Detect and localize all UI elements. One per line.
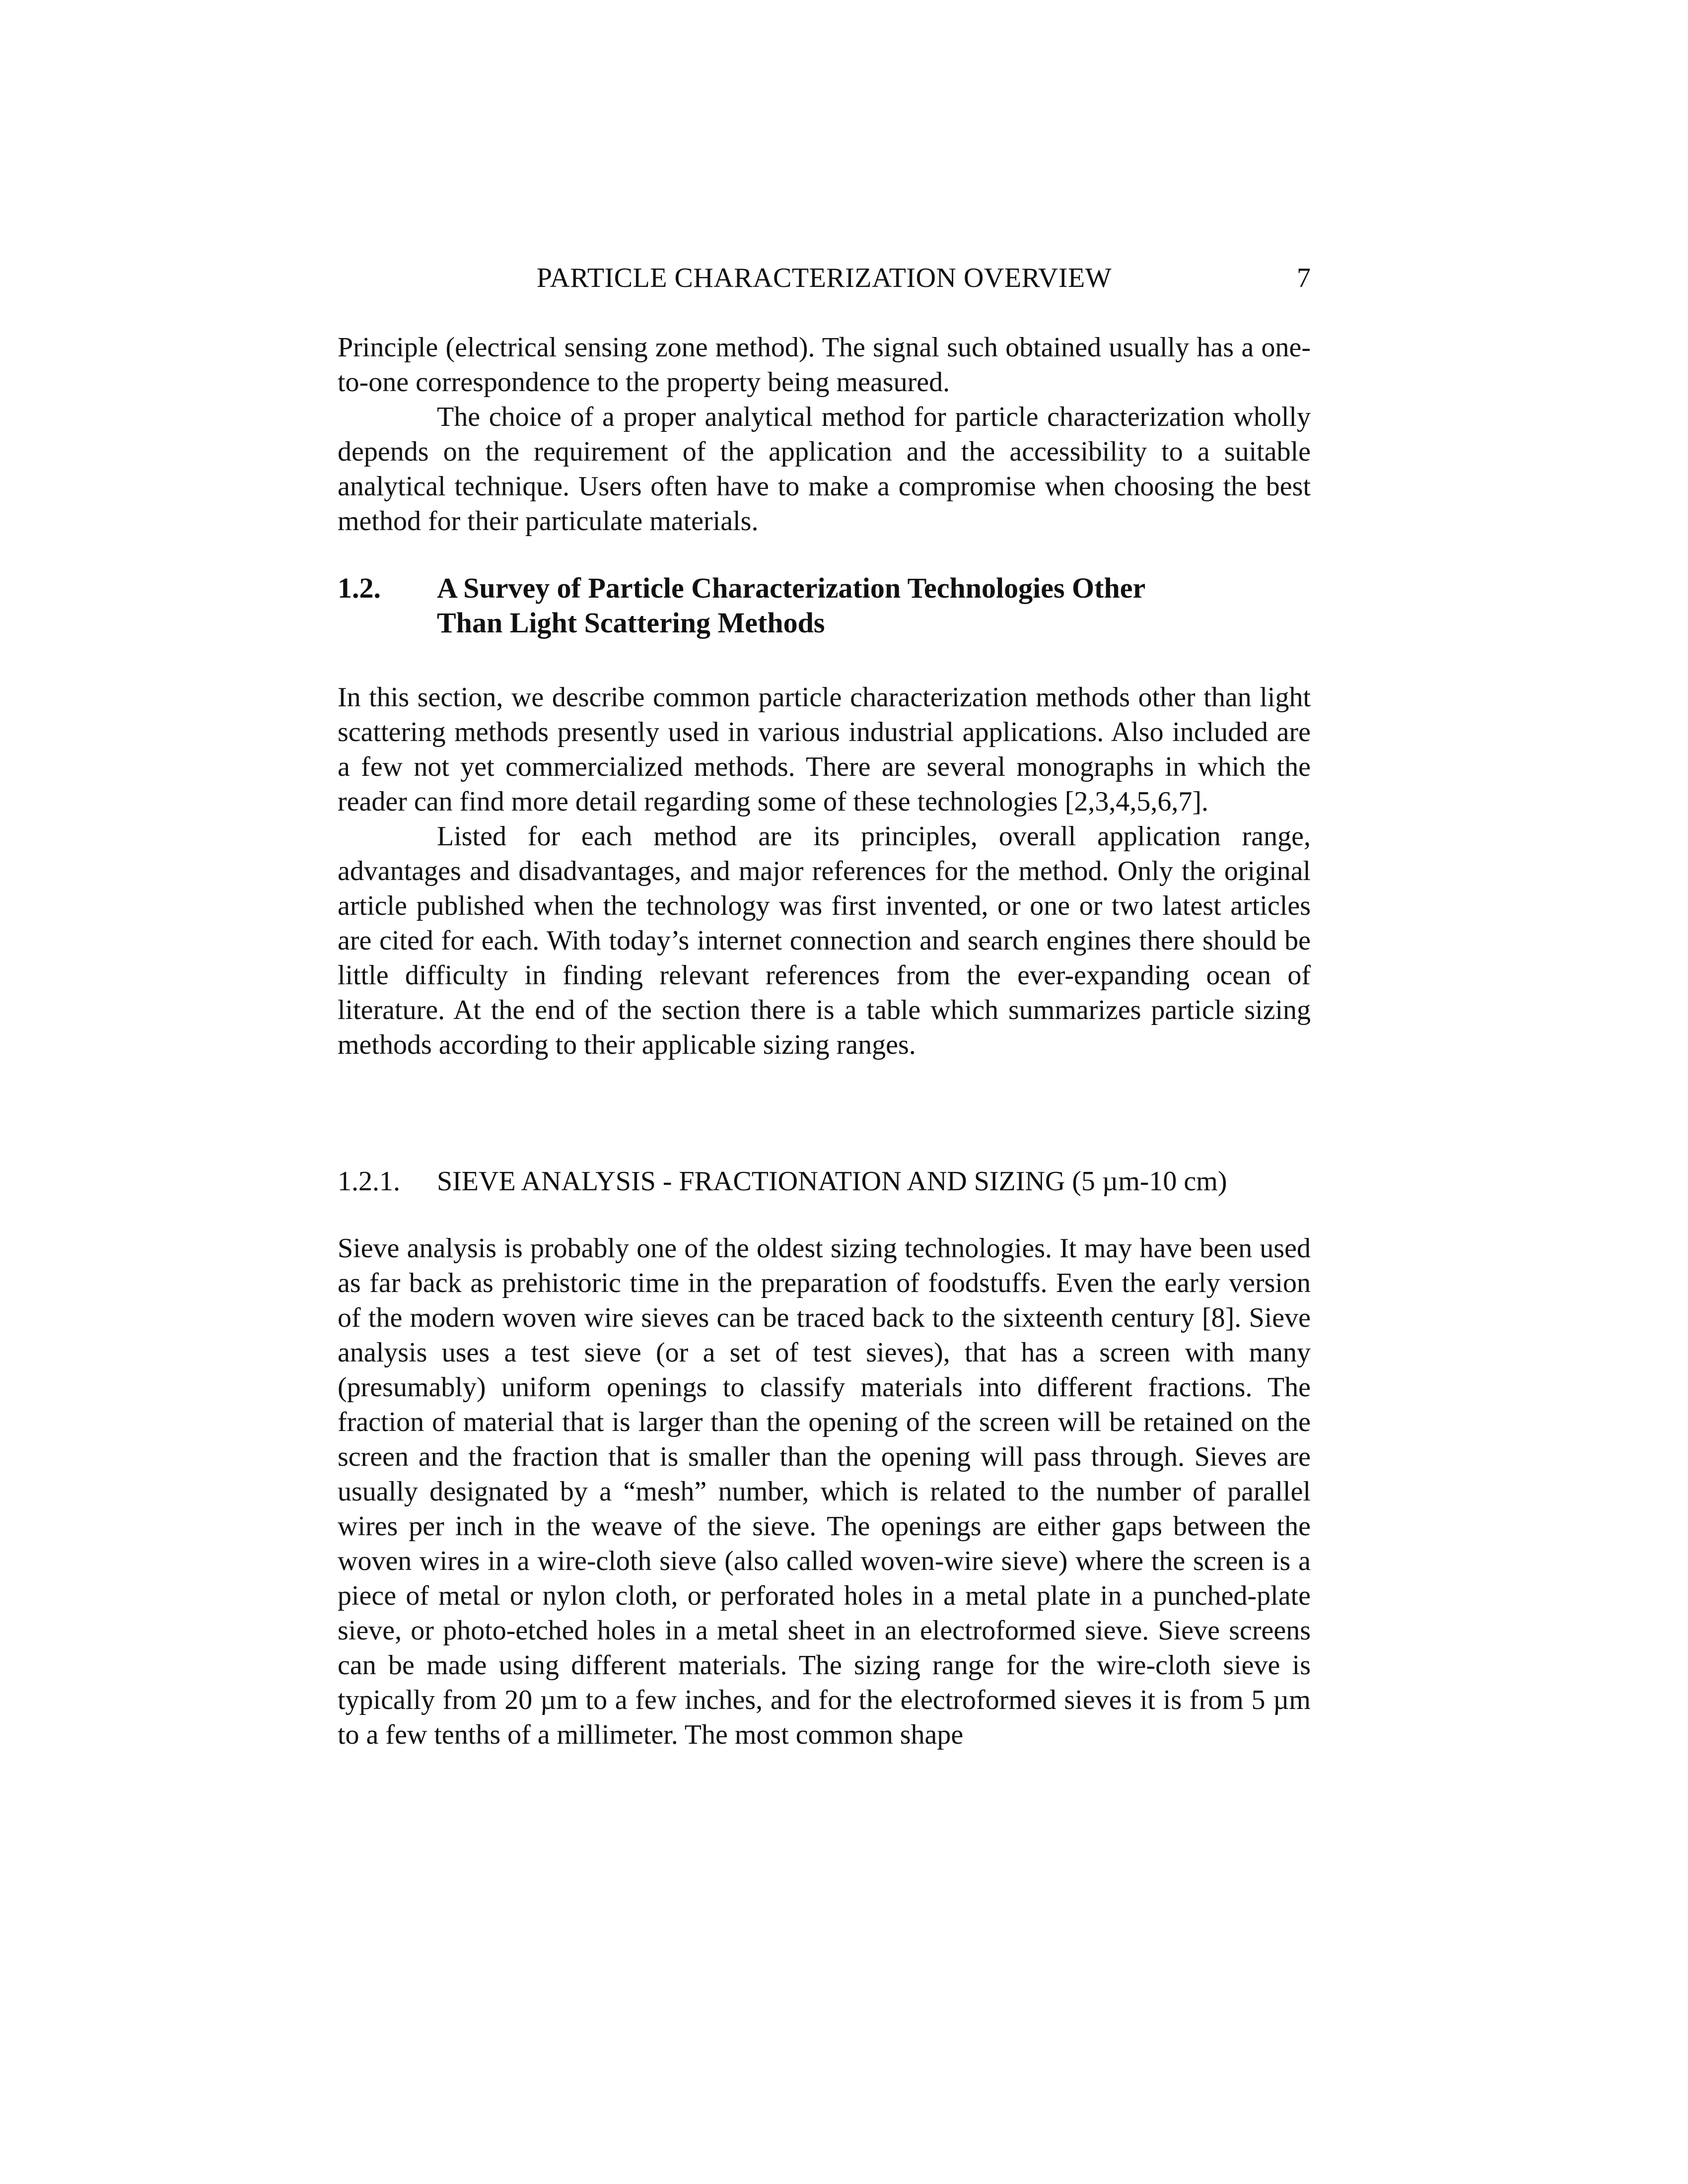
section-title-line-1: A Survey of Particle Characterization Technologies Other [437,572,1146,604]
page-number: 7 [1297,263,1311,293]
subsection-heading [338,1164,1311,1199]
subsection-body [338,1231,1311,1752]
section-number: 1.2. [338,572,381,604]
running-header [338,258,1311,298]
subsection-number: 1.2.1. [338,1166,400,1197]
intro-paragraph-1: Principle (electrical sensing zone method). The signal such obtained usually has a one-to-one correspondence to the property being measured. [338,332,1311,398]
intro-block [338,330,1311,539]
subsection-paragraph-1: Sieve analysis is probably one of the oldest sizing technologies. It may have been used as far back as prehistoric time in the preparation of foodstuffs. Even the early version of the modern woven wire sieves can be traced back to the sixteenth century [8]. Sieve analysis uses a test sieve (or a set of test sieves), that has a screen with many (presumably) uniform openings to classify materials into different fractions. The fraction of material that is larger than the opening of the screen will be retained on the screen and the fraction that is smaller than the opening will pass through. Sieves are usually designated by a “mesh” number, which is related to the number of parallel wires per inch in the weave of the sieve. The openings are either gaps between the woven wires in a wire-cloth sieve (also called woven-wire sieve) where the screen is a piece of metal or nylon cloth, or perforated holes in a metal plate in a punched-plate sieve, or photo-etched holes in a metal sheet in an electroformed sieve. Sieve screens can be made using different materials. The sizing range for the wire-cloth sieve is typically from 20 µm to a few inches, and for the electroformed sieves it is from 5 µm to a few tenths of a millimeter. The most common shape [338,1233,1311,1750]
section-heading [338,571,1311,640]
intro-paragraph-2: The choice of a proper analytical method for particle characterization wholly depends on the requirement of the application and the accessibility to a suitable analytical technique. Users often have to make a compromise when choosing the best method for their particulate materials. [338,402,1311,537]
section-paragraph-1: In this section, we describe common particle characterization methods other than light scattering methods presently used in various industrial applications. Also included are a few not yet commercialized methods. There are several monographs in which the reader can find more detail regarding some of these technologies [2,3,4,5,6,7]. [338,682,1311,817]
section-paragraph-2: Listed for each method are its principles, overall application range, advantages and disadvantages, and major references for the method. Only the original article published when the technology was first invented, or one or two latest articles are cited for each. With today’s internet connection and search engines there should be little difficulty in finding relevant references from the ever-expanding ocean of literature. At the end of the section there is a table which summarizes particle sizing methods according to their applicable sizing ranges. [338,821,1311,1060]
running-title: PARTICLE CHARACTERIZATION OVERVIEW [536,263,1112,293]
section-title-line-2: Than Light Scattering Methods [437,607,825,639]
subsection-title: SIEVE ANALYSIS - FRACTIONATION AND SIZING (5 µm-10 cm) [437,1166,1227,1197]
section-body [338,680,1311,1062]
